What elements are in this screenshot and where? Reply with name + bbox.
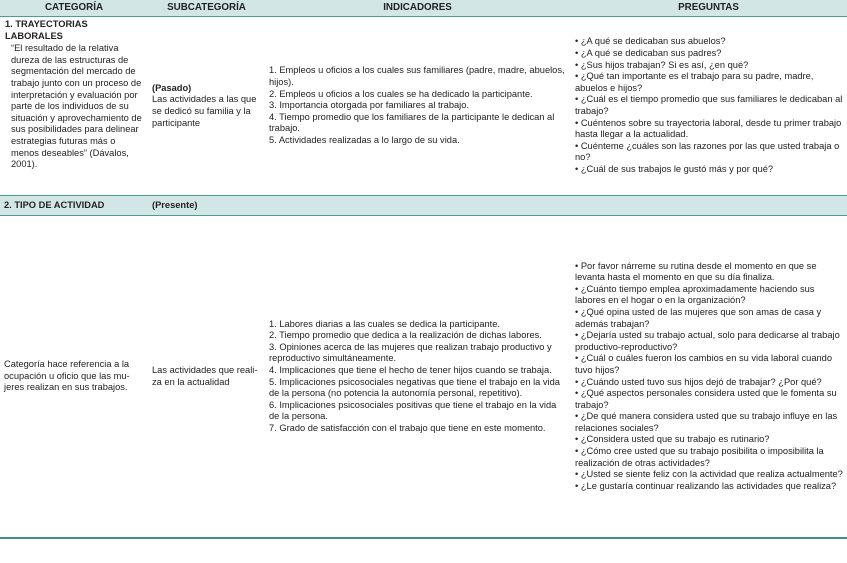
question-item: • ¿Sus hijos trabajan? Si es así, ¿en qué? — [575, 60, 843, 72]
indicator-item: 5. Implicaciones psicosociales negativas que tiene el trabajo en la vida de la persona (no potencia la autonomía personal, repetitivo). — [269, 376, 560, 399]
table-row-trayectorias — [0, 17, 847, 196]
section-subcategory-label: (Presente) — [148, 196, 265, 216]
question-item: • ¿Qué opina usted de las mujeres que son amas de casa y además trabajan? — [575, 307, 843, 330]
question-item: • ¿Qué aspectos personales considera usted que le fomenta su trabajo? — [575, 388, 843, 411]
question-item: • ¿De qué manera considera usted que su trabajo influye en las relaciones sociales? — [575, 411, 843, 434]
question-item: • ¿Dejaría usted su trabajo actual, solo para dedicarse al trabajo productivo-reproductivo? — [575, 330, 843, 353]
indicators-list — [269, 319, 566, 435]
category-cell: Categoría hace referencia a la ocupación u oficio que las mujeres realizan en sus trabajos. — [0, 216, 148, 539]
question-item: • Cuénteme ¿cuáles son las razones por las que usted trabaja o no? — [575, 141, 843, 164]
indicator-item: 4. Implicaciones que tiene el hecho de tener hijos cuando se trabaja. — [269, 364, 552, 375]
header-indicadores: INDICADORES — [265, 0, 570, 17]
subcategory-cell: Las actividades que realiza en la actualidad — [148, 216, 265, 539]
indicators-cell — [265, 216, 570, 539]
question-item: • ¿Cuál es el tiempo promedio que sus familiares le dedicaban al trabajo? — [575, 94, 843, 117]
question-item: • ¿Cómo cree usted que su trabajo posibilita o imposibilita la realización de otras actividades? — [575, 446, 843, 469]
indicator-item: 7. Grado de satisfacción con el trabajo que tiene en este momento. — [269, 422, 546, 433]
questions-list — [575, 261, 843, 493]
questions-cell — [570, 17, 847, 196]
category-cell — [0, 17, 148, 196]
question-item: • Cuéntenos sobre su trayectoria laboral, desde tu primer trabajo hasta llegar a la actualidad. — [575, 118, 843, 141]
indicators-cell — [265, 17, 570, 196]
questions-cell — [570, 216, 847, 539]
question-item: • ¿Considera usted que su trabajo es rutinario? — [575, 434, 843, 446]
indicators-list — [269, 65, 566, 146]
category-title: 1. TRAYECTORIAS LABORALES — [5, 19, 88, 41]
question-item: • ¿Usted se siente feliz con la actividad que realiza actualmente? — [575, 469, 843, 481]
section-header-row — [0, 196, 847, 216]
indicator-item: 1. Labores diarias a las cuales se dedica la participante. — [269, 318, 501, 329]
indicator-item: 1. Empleos u oficios a los cuales sus familiares (padre, madre, abuelos, hijos). — [269, 65, 565, 88]
question-item: • ¿Le gustaría continuar realizando las actividades que realiza? — [575, 481, 843, 493]
table-row-tipo-actividad — [0, 216, 847, 539]
question-item: • ¿A qué se dedicaban sus padres? — [575, 48, 843, 60]
subcategory-label: (Pasado) — [152, 82, 192, 93]
question-item: • ¿Cuánto tiempo emplea aproximadamente haciendo sus labores en el hogar o en la organización? — [575, 284, 843, 307]
question-item: • ¿Qué tan importante es el trabajo para su padre, madre, abuelos e hijos? — [575, 71, 843, 94]
indicator-item: 2. Empleos u oficios a los cuales se ha dedicado la participante. — [269, 88, 533, 99]
indicator-item: 2. Tiempo promedio que dedica a la realización de dichas labores. — [269, 330, 542, 341]
subcategory-text: Las actividades a las que se dedicó su familia y la participante — [152, 94, 257, 128]
question-item: • ¿Cuál o cuáles fueron los cambios en su vida laboral cuando tuvo hijos? — [575, 353, 843, 376]
question-item: • ¿Cuándo usted tuvo sus hijos dejó de trabajar? ¿Por qué? — [575, 377, 843, 389]
indicator-item: 3. Opiniones acerca de las mujeres que realizan trabajo productivo y reproductivo simultáneamente. — [269, 341, 552, 364]
question-item: • ¿A qué se dedicaban sus abuelos? — [575, 36, 843, 48]
indicator-item: 3. Importancia otorgada por familiares al trabajo. — [269, 100, 469, 111]
section-title: 2. TIPO DE ACTIVIDAD — [0, 196, 148, 216]
questions-list — [575, 36, 843, 175]
question-item: • Por favor nárreme su rutina desde el momento en que se levanta hasta el momento en que su día finaliza. — [575, 261, 843, 284]
indicator-item: 4. Tiempo promedio que los familiares de la participante le dedican al trabajo. — [269, 111, 555, 134]
header-categoria: CATEGORÍA — [0, 0, 148, 17]
indicator-item: 6. Implicaciones psicosociales positivas que tiene el trabajo en la vida de la persona. — [269, 399, 557, 422]
question-item: • ¿Cuál de sus trabajos le gustó más y por qué? — [575, 164, 843, 176]
indicator-item: 5. Actividades realizadas a lo largo de su vida. — [269, 134, 460, 145]
header-subcategoria: SUBCATEGORÍA — [148, 0, 265, 17]
header-preguntas: PREGUNTAS — [570, 0, 847, 17]
subcategory-cell — [148, 17, 265, 196]
category-definition: “El resultado de la relativa dureza de las estructuras de segmentación del mercado de trabajo junto con un proceso de interpretación y evaluación por parte de los individuos de su situación y aprovechamiento de sus posibilidades para delinear estrategias futuras más o menos deseables” (Dávalos, 2001). — [11, 43, 142, 170]
table-header-row — [0, 0, 847, 17]
